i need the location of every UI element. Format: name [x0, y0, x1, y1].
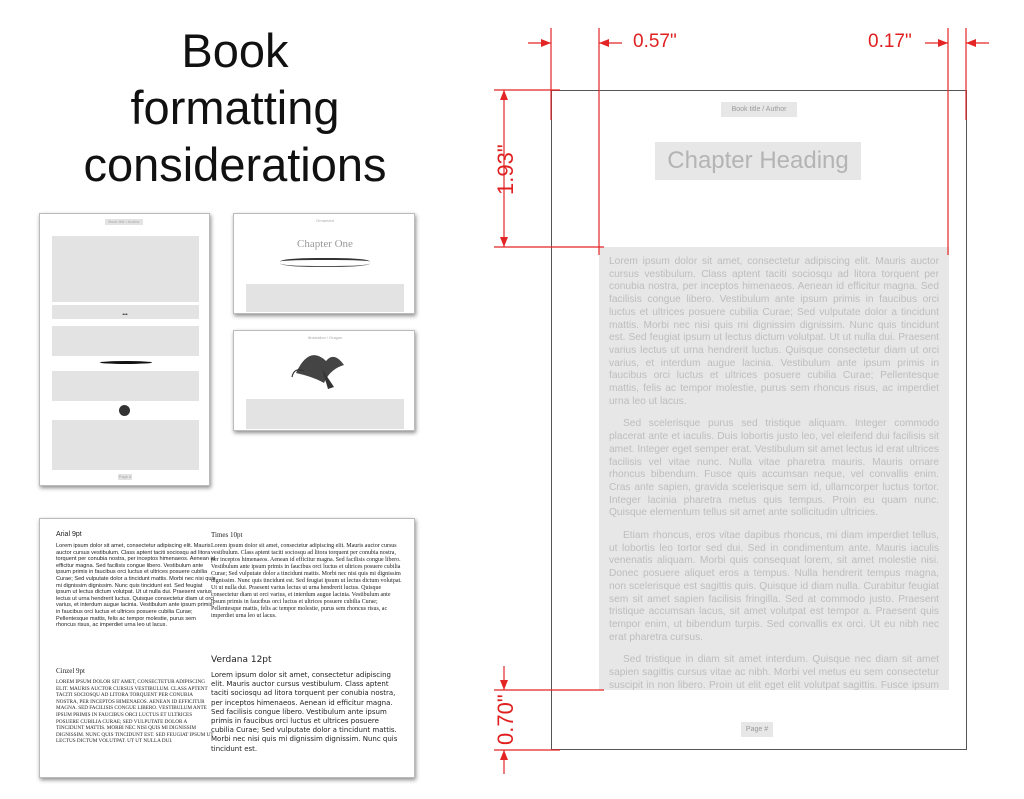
thumb-chapter-header: Ornament — [316, 218, 334, 223]
times-sample-heading: Times 10pt — [211, 531, 243, 539]
cinzel-sample-heading: Cinzel 9pt — [56, 667, 85, 675]
headline-line: formatting — [130, 81, 340, 134]
verdana-sample-heading: Verdana 12pt — [211, 655, 272, 665]
thumb-illustration-header: Illustration / Dragon — [307, 335, 343, 340]
verdana-sample-text: Lorem ipsum dolor sit amet, consectetur adipiscing elit. Mauris auctor cursus vestibulum. Class aptent taciti sociosqu ad litora torquent per conubia nostra, per inceptos himenaeos. Aenean id efficitur magna. Sed facilisis congue libero. Vestibulum ante ipsum primis in faucibus orci luctus et ultrices posuere cubilia Curae; Sed vulputate dolor a tincidunt mattis. Morbi nec nisi quis mi dignissim dignissim. Nunc quis tincidunt est. — [211, 671, 398, 753]
arial-sample-heading: Arial 9pt — [56, 531, 82, 538]
body-paragraph: Etiam rhoncus, eros vitae dapibus rhoncus, mi diam imperdiet tellus, ut lobortis leo tortor sed dui. Sed in condimentum ante. Mauris iaculis venenatis aliquam. Morbi quis consequat lorem, sit amet molestie nisi. Donec posuere aliquet eros a tempus. Nulla hendrerit tempus magna, non scelerisque est sagittis quis. Quisque id diam nulla. Curabitur feugiat sem sit amet sapien facilisis fringilla. Sed at commodo justo. Praesent tristique accumsan lacus, sit amet volutpat est tempor a. Praesent quis tempor enim, ut bibendum turpis. Sed convallis ex orci. Ut eu nibh nec erat pharetra cursus. — [609, 530, 939, 643]
inside-margin-label: 0.57" — [633, 31, 677, 52]
chapter-heading: Chapter Heading — [655, 142, 861, 180]
outside-margin-label: 0.17" — [868, 31, 912, 52]
body-paragraph: Sed tristique in diam sit amet interdum. Quisque nec diam sit amet sapien sagittis cursus vitae ac nibh. Morbi vel metus eu sem consectetur suscipit in non libero. Proin ut elit eget elit volutpat sagittis. Fusce ipsum — [609, 654, 939, 690]
times-sample-text: Lorem ipsum dolor sit amet, consectetur adipiscing elit. Mauris auctor cursus vestibulum. Class aptent taciti sociosqu ad litora torquent per conubia nostra, per inceptos himenaeos. Aenean id efficitur magna. Sed facilisis congue libero. Vestibulum ante ipsum primis in faucibus orci luctus et ultrices posuere cubilia Curae; Sed vulputate dolor a tincidunt mattis. Morbi nec nisi quis mi dignissim dignissim. Nunc quis tincidunt est. Sed feugiat ipsum ut lectus dictum volutpat. Ut ut nulla dui. Praesent varius lectus ut urna hendrerit luctus. Quisque consectetur diam ut orci varius, et interdum augue lacinia. Vestibulum ante ipsum primis in faucibus orci luctus et ultrices posuere cubilia Curae; Pellentesque mattis, felis ac tempor molestie, purus sem rhoncus risus, ac imperdiet urna leo ut lacus. — [211, 543, 402, 619]
scene-break-dots: ••• — [122, 312, 128, 318]
headline-line: considerations — [83, 138, 387, 191]
running-header: Book title / Author — [721, 102, 797, 117]
arial-sample-text: Lorem ipsum dolor sit amet, consectetur adipiscing elit. Mauris auctor cursus vestibulum. Class aptent taciti sociosqu ad litora torquent per conubia nostra, per inceptos himenaeos. Aenean id efficitur magna. Sed facilisis congue libero. Vestibulum ante ipsum primis in faucibus orci luctus et ultrices posuere cubilia Curae; Sed vulputate dolor a tincidunt mattis. Morbi nec nisi quis mi dignissim dignissim. Nunc quis tincidunt est. Sed feugiat ipsum ut lectus dictum volutpat. Ut ut nulla dui. Praesent varius lectus ut urna hendrerit luctus. Quisque consectetur diam ut orci varius, et interdum augue lacinia. Vestibulum ante ipsum primis in faucibus orci luctus et ultrices posuere cubilia Curae; Pellentesque mattis, felis ac tempor molestie, purus sem rhoncus risus, ac imperdiet urna leo ut lacus. — [56, 543, 216, 629]
page-number-footer: Page # — [741, 722, 773, 737]
headline-line: Book — [181, 24, 289, 77]
top-margin-label: 1.93" — [493, 144, 518, 195]
thumb-chapter-title: Chapter One — [297, 238, 353, 250]
cinzel-sample-text: LOREM IPSUM DOLOR SIT AMET, CONSECTETUR ADIPISCING ELIT. MAURIS AUCTOR CURSUS VESTIBULUM. CLASS APTENT TACITI SOCIOSQU AD LITORA TORQUENT PER CONUBIA NOSTRA, PER INCEPTOS HIMENAEOS. AENEAN ID EFFICITUR MAGNA. SED FACILISIS CONGUE LIBERO. VESTIBULUM ANTE IPSUM PRIMIS IN FAUCIBUS ORCI LUCTUS ET ULTRICES POSUERE CUBILIA CURAE; SED VULPUTATE DOLOR A TINCIDUNT MATTIS. MORBI NEC NISI QUIS MI DIGNISSIM DIGNISSIM. NUNC QUIS TINCIDUNT EST. SED FEUGIAT IPSUM UT LECTUS DICTUM VOLUTPAT. UT UT NULLA DUI. — [56, 679, 214, 745]
thumb-page-number-text: Page # — [118, 474, 132, 479]
body-paragraph: Lorem ipsum dolor sit amet, consectetur adipiscing elit. Mauris auctor cursus vestibulum. Class aptent taciti sociosqu ad litora torquent per conubia nostra, per inceptos himenaeos. Aenean id efficitur magna. Sed facilisis congue libero. Vestibulum ante ipsum primis in faucibus orci luctus et ultrices posuere cubilia Curae; Sed vulputate dolor a tincidunt mattis. Morbi nec nisi quis mi dignissim dignissim. Nunc quis tincidunt est. Sed feugiat ipsum ut lectus dictum volutpat. Ut ut nulla dui. Praesent varius lectus ut urna hendrerit luctus. Quisque consectetur diam ut orci varius, et interdum augue lacinia. Vestibulum ante ipsum primis in faucibus orci luctus et ultrices posuere cubilia Curae; Pellentesque mattis, felis ac tempor molestie, purus sem rhoncus risus, ac imperdiet urna leo ut lacus. — [609, 256, 939, 407]
thumb-header-text: Book title / Author — [108, 219, 140, 224]
body-paragraph: Sed scelerisque purus sed tristique aliquam. Integer commodo placerat ante et iaculis. Duis lobortis justo leo, vel eleifend dui facilisis sit amet. Integer eget semper erat. Vestibulum sit amet lectus id erat ultrices facilisis vel vitae nunc. Nulla vitae pharetra mauris. Mauris ornare rhoncus bibendum. Fusce quis accumsan neque, vel convallis enim. Cras ante sapien, gravida scelerisque sem id, ullamcorper luctus tortor. Integer lacinia pharetra metus quis tempus. Proin eu quam nunc. Quisque elementum tellus sit amet ante sollicitudin ultricies. — [609, 418, 939, 519]
bottom-margin-label: 0.70" — [493, 694, 518, 745]
